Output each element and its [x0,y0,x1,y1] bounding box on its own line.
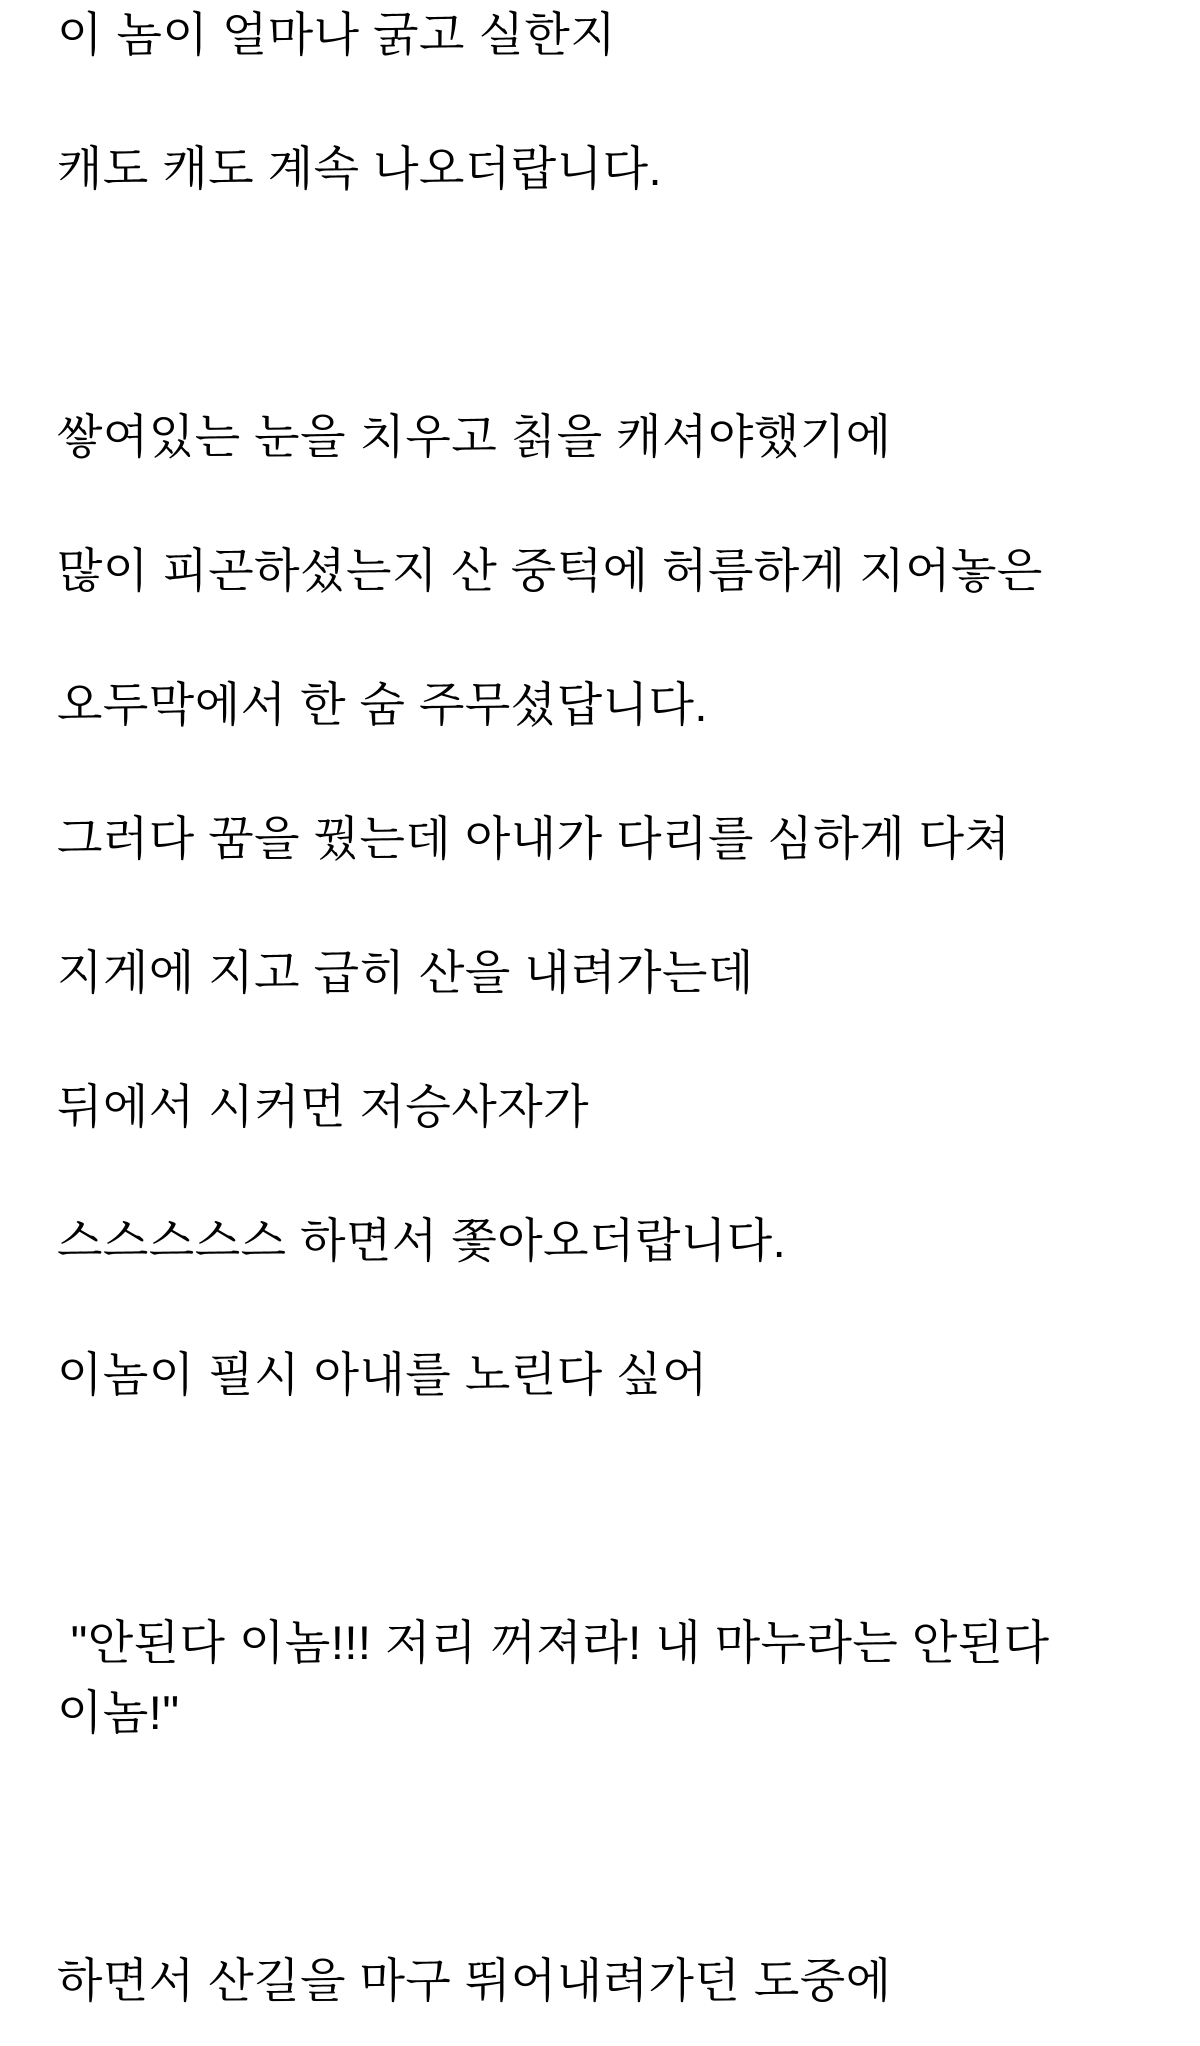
story-paragraph: 많이 피곤하셨는지 산 중턱에 허름하게 지어놓은 [57,544,1043,597]
blank-line [57,268,1100,338]
story-paragraph: 그러다 꿈을 꿨는데 아내가 다리를 심하게 다쳐 [57,812,1011,865]
story-paragraph: 스스스스스 하면서 쫓아오더랍니다. [57,1214,787,1267]
story-paragraph: 하면서 산길을 마구 뛰어내려가던 도중에 [57,1954,892,2007]
story-paragraph: 오두막에서 한 숨 주무셨답니다. [57,678,708,731]
story-paragraph: 쌓여있는 눈을 치우고 칡을 캐셔야했기에 [57,410,892,463]
story-paragraph: "안된다 이놈!!! 저리 꺼져라! 내 마누라는 안된다 이놈!" [57,1616,1064,1739]
blank-line [57,1812,1100,1882]
story-paragraph: 뒤에서 시커먼 저승사자가 [57,1080,590,1133]
story-paragraph: 이 놈이 얼마나 굵고 실한지 [57,8,617,61]
story-paragraph: 지게에 지고 급히 산을 내려가는데 [57,946,754,999]
blank-line [57,1474,1100,1544]
story-paragraph: 캐도 캐도 계속 나오더랍니다. [57,142,663,195]
story-paragraph: 이놈이 필시 아내를 노린다 싶어 [57,1348,708,1401]
